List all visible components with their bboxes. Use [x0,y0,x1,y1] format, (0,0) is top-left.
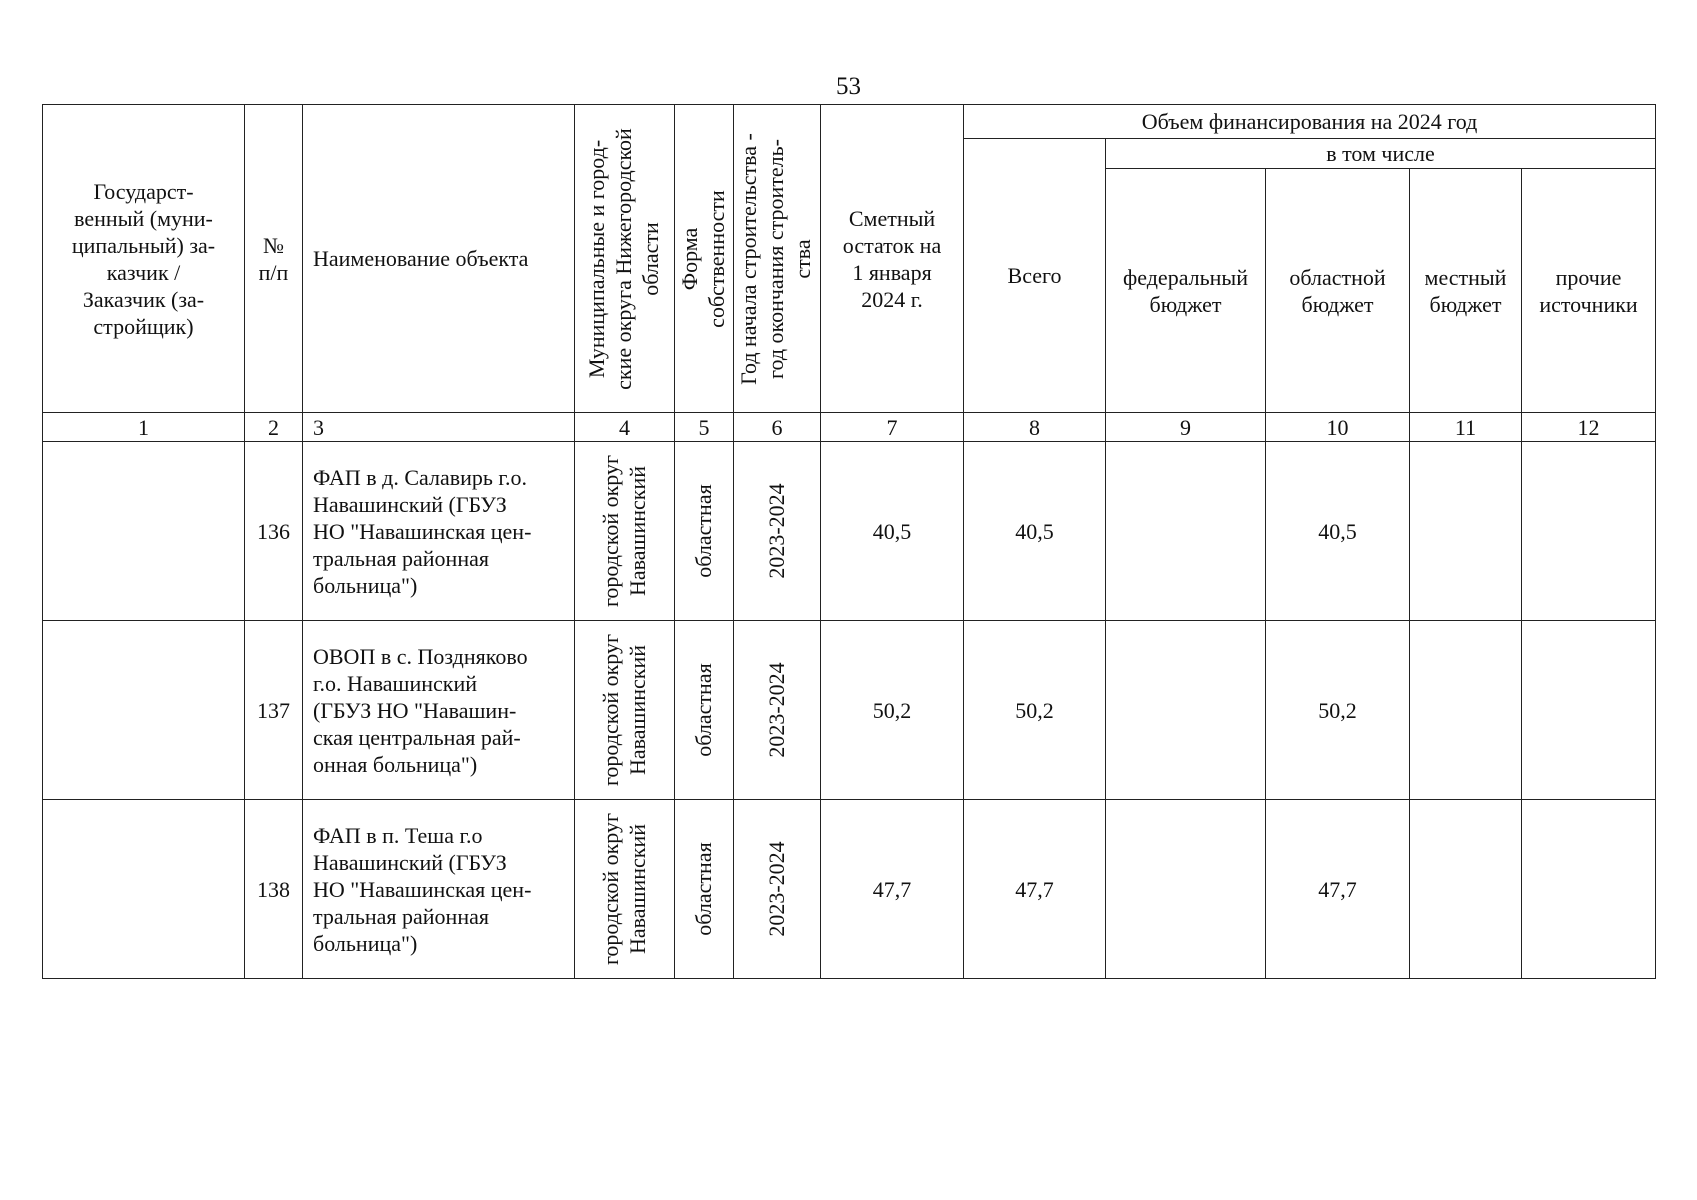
column-number: 8 [964,413,1106,442]
cell-total: 40,5 [964,442,1106,621]
cell-object-name: ФАП в д. Салавирь г.о. Навашинский (ГБУЗ НО "Навашинская цен- тральная районная больница") [303,442,575,621]
column-number: 3 [303,413,575,442]
column-number: 10 [1266,413,1410,442]
header-row-1 [43,105,1656,139]
cell-customer [43,442,245,621]
header-years [734,105,821,413]
cell-customer [43,621,245,800]
cell-municipality-text: городской округ Навашинский [597,633,650,787]
column-number: 4 [575,413,675,442]
column-number: 2 [245,413,303,442]
header-ownership-text: Форма собственности [677,189,729,328]
cell-other [1522,621,1656,800]
cell-municipality [575,621,675,800]
header-number: № п/п [245,105,303,413]
cell-ownership [675,800,734,979]
cell-municipality-text: городской округ Навашинский [597,812,650,966]
header-other: прочие источники [1522,169,1656,413]
header-municipality-text: Муниципальные и город- ские округа Нижегородской области [583,127,663,390]
cell-years [734,621,821,800]
cell-regional: 47,7 [1266,800,1410,979]
cell-regional: 40,5 [1266,442,1410,621]
cell-number: 137 [245,621,303,800]
cell-ownership [675,442,734,621]
header-estimate: Сметный остаток на 1 января 2024 г. [821,105,964,413]
header-financing: Объем финансирования на 2024 год [964,105,1656,139]
cell-total: 47,7 [964,800,1106,979]
cell-ownership-text: областная [691,663,716,757]
header-years-text: Год начала строительства - год окончания строитель- ства [736,132,815,385]
cell-years [734,442,821,621]
column-number-row [43,413,1656,442]
cell-ownership [675,621,734,800]
column-number: 6 [734,413,821,442]
cell-municipality [575,800,675,979]
financing-table [42,104,1656,979]
cell-ownership-text: областная [691,842,716,936]
cell-other [1522,442,1656,621]
column-number: 5 [675,413,734,442]
column-number: 7 [821,413,964,442]
header-federal: федеральный бюджет [1106,169,1266,413]
cell-ownership-text: областная [691,484,716,578]
cell-local [1410,621,1522,800]
cell-years [734,800,821,979]
cell-federal [1106,442,1266,621]
header-local: местный бюджет [1410,169,1522,413]
column-number: 12 [1522,413,1656,442]
cell-years-text: 2023-2024 [764,841,789,937]
cell-estimate: 50,2 [821,621,964,800]
header-total: Всего [964,139,1106,413]
cell-estimate: 47,7 [821,800,964,979]
header-object-name: Наименование объекта [303,105,575,413]
cell-local [1410,800,1522,979]
cell-municipality-text: городской округ Навашинский [597,454,650,608]
cell-customer [43,800,245,979]
cell-municipality [575,442,675,621]
cell-number: 136 [245,442,303,621]
cell-total: 50,2 [964,621,1106,800]
header-customer: Государст- венный (муни- ципальный) за- казчик / Заказчик (за- стройщик) [43,105,245,413]
table-row [43,442,1656,621]
table-row [43,621,1656,800]
column-number: 9 [1106,413,1266,442]
cell-local [1410,442,1522,621]
header-ownership [675,105,734,413]
cell-regional: 50,2 [1266,621,1410,800]
cell-object-name: ФАП в п. Теша г.о Навашинский (ГБУЗ НО "Навашинская цен- тральная районная больница") [303,800,575,979]
cell-estimate: 40,5 [821,442,964,621]
cell-years-text: 2023-2024 [764,662,789,758]
header-municipality [575,105,675,413]
header-regional: областной бюджет [1266,169,1410,413]
cell-years-text: 2023-2024 [764,483,789,579]
cell-other [1522,800,1656,979]
cell-object-name: ОВОП в с. Поздняково г.о. Навашинский (ГБУЗ НО "Навашин- ская центральная рай- онная больница") [303,621,575,800]
page-number: 53 [836,73,861,100]
cell-number: 138 [245,800,303,979]
cell-federal [1106,800,1266,979]
column-number: 11 [1410,413,1522,442]
header-including: в том числе [1106,139,1656,169]
table-row [43,800,1656,979]
cell-federal [1106,621,1266,800]
column-number: 1 [43,413,245,442]
